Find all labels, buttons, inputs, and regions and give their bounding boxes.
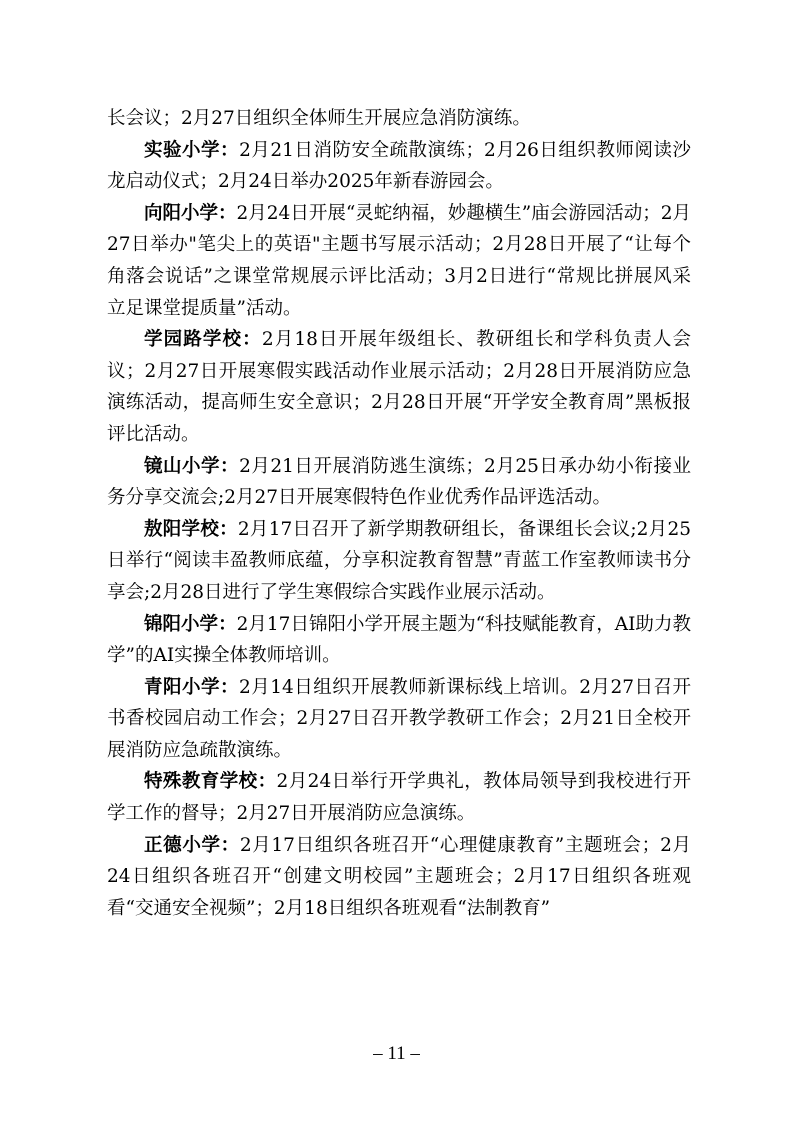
- school-name: 特殊教育学校：: [144, 771, 277, 793]
- paragraph-text: 2月21日消防安全疏散演练；2月26日组织教师阅读沙龙启动仪式；2月24日举办2025年新春游园会。: [107, 139, 691, 193]
- paragraph-qingyang: [107, 672, 691, 767]
- paragraph-text: 2月17日召开了新学期教研组长，备课组长会议;2月25日举行“阅读丰盈教师底蕴，分享积淀教育智慧”青蓝工作室教师读书分享会;2月28日进行了学生寒假综合实践作业展示活动。: [107, 518, 691, 603]
- paragraph-text: 长会议；2月27日组织全体师生开展应急消防演练。: [107, 108, 531, 129]
- school-name: 正德小学：: [144, 834, 240, 856]
- paragraph-text: 2月18日开展年级组长、教研组长和学科负责人会议；2月27日开展寒假实践活动作业展示活动；2月28日开展消防应急演练活动，提高师生安全意识；2月28日开展“开学安全教育周”黑板报评比活动。: [107, 329, 691, 445]
- school-name: 实验小学：: [144, 139, 240, 161]
- school-name: 镜山小学：: [144, 455, 240, 477]
- paragraph-zhengde: [107, 830, 691, 925]
- paragraph-text: 2月14日组织开展教师新课标线上培训。2月27日召开书香校园启动工作会；2月27日召开教学教研工作会；2月21日全校开展消防应急疏散演练。: [107, 676, 691, 761]
- paragraph-text: 2月24日开展“灵蛇纳福，妙趣横生”庙会游园活动；2月27日举办"笔尖上的英语"主题书写展示活动；2月28日开展了“让每个角落会说话”之课堂常规展示评比活动；3月2日进行“常规比拼展风采 立足课堂提质量”活动。: [107, 202, 692, 319]
- paragraph-aoyang: [107, 514, 691, 609]
- paragraph-continuation: [107, 103, 691, 135]
- paragraph-shiyan: [107, 135, 691, 198]
- paragraph-jingshan: [107, 451, 691, 514]
- paragraph-special-education: [107, 766, 691, 829]
- page-body: [107, 103, 691, 924]
- school-name: 青阳小学：: [144, 676, 239, 698]
- paragraph-xiangyang: [107, 198, 691, 324]
- school-name: 学园路学校：: [144, 329, 262, 351]
- school-name: 向阳小学：: [144, 202, 237, 224]
- paragraph-jinyang: [107, 609, 691, 672]
- paragraph-xueyuanlu: [107, 324, 691, 450]
- page-number: – 11 –: [373, 1043, 420, 1064]
- paragraph-text: 2月24日举行开学典礼，教体局领导到我校进行开学工作的督导；2月27日开展消防应急演练。: [107, 771, 691, 825]
- paragraph-text: 2月21日开展消防逃生演练；2月25日承办幼小衔接业务分享交流会;2月27日开展寒假特色作业优秀作品评选活动。: [107, 455, 691, 509]
- paragraph-text: 2月17日锦阳小学开展主题为“科技赋能教育，AI助力教学”的AI实操全体教师培训。: [107, 613, 691, 667]
- paragraph-text: 2月17日组织各班召开“心理健康教育”主题班会；2月24日组织各班召开“创建文明校园”主题班会；2月17日组织各班观看“交通安全视频”；2月18日组织各班观看“法制教育”: [107, 834, 691, 919]
- school-name: 锦阳小学：: [144, 613, 237, 635]
- school-name: 敖阳学校：: [144, 518, 238, 540]
